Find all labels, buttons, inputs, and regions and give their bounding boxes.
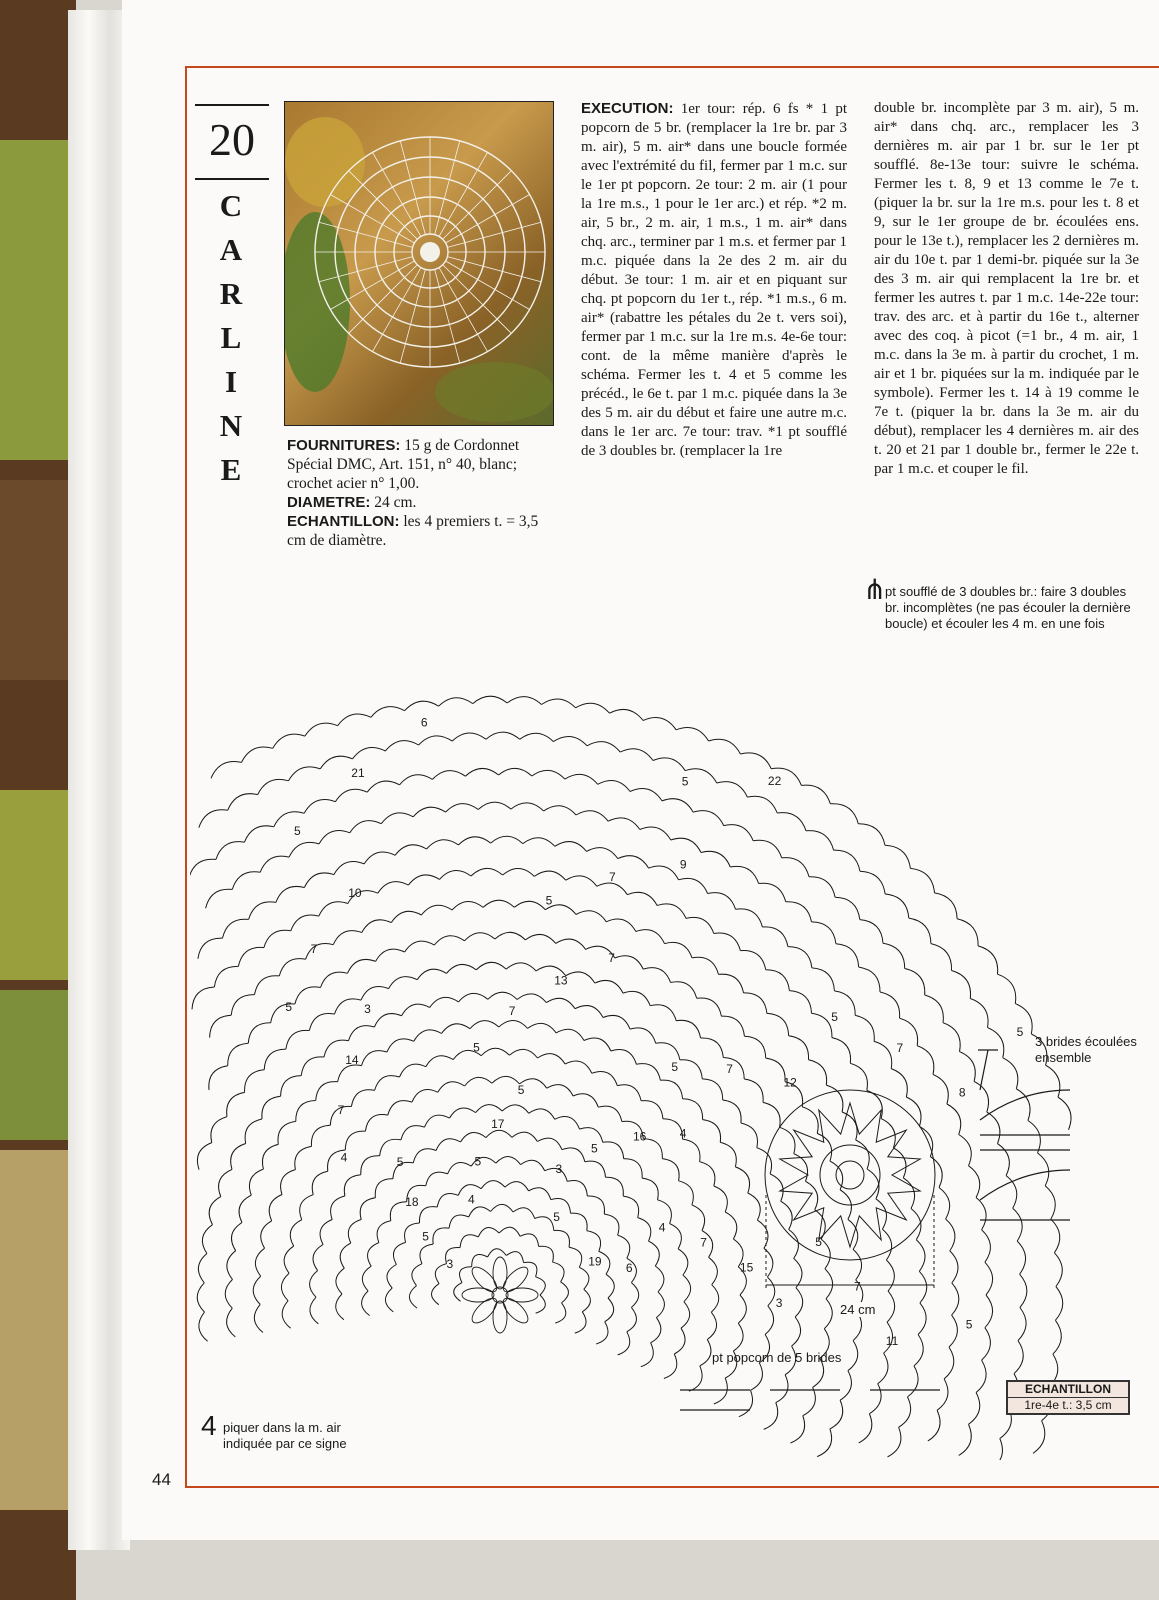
chart-round-label: 5 <box>517 1082 525 1097</box>
fournitures-label: FOURNITURES: <box>287 437 401 454</box>
chart-round-label: 18 <box>405 1195 419 1209</box>
instructions-column-1 <box>581 99 847 461</box>
echantillon-box-value: 1re-4e t.: 3,5 cm <box>1024 1398 1112 1412</box>
chart-round-label: 7 <box>700 1235 707 1250</box>
chart-round-label: 5 <box>545 893 553 908</box>
flower-photo-fragment <box>0 790 76 980</box>
chart-round-label: 5 <box>681 774 689 789</box>
chart-round-label: 5 <box>422 1229 429 1244</box>
adjacent-page-strip <box>0 0 76 1600</box>
instructions-column-2 <box>874 99 1139 479</box>
execution-text-2: double br. incomplète par 3 m. air), 5 m. air* dans chq. arc., remplacer les 3 dernières m. air par 1 br. sur le 1er pt soufflé. 8e-13e tour: suivre le schéma. Fermer les t. 8, 9 et 13 comme le 7e t. (piquer la br. sur la 1re m.s. pour les t. 8 et 9, sur le 1er groupe de br. écoulées ens. pour le 13e t.), remplacer les 2 dernières m. air du 10e t. par 1 demi-br. piquée sur la 3e des 3 m. air qui remplacent la 1re br. et fermer les autres t. par 1 m.c. 14e-22e tour: trav. des arc. et à partir du 16e t., alterner avec des coq. à picot (=1 br., 4 m. air, 1 m.c. dans la 3e m. à partir du crochet, 1 m. air et 1 br. piquées sur la m. indiquée par le symbole). Fermer les t. 14 à 19 comme le 7e t. (piquer la br. dans la 3e m. air du début), remplacer les 4 dernières m. air des t. 20 et 21 par 1 double br., fermer le 22e t. par 1 m.c. et couper le fil. <box>874 100 1139 477</box>
pattern-title <box>216 184 248 492</box>
chart-round-label: 5 <box>553 1210 560 1225</box>
execution-text-1: 1er tour: rép. 6 fs * 1 pt popcorn de 5 br. (remplacer la 1re br. par 3 m. air), 5 m. air* dans une boucle formée avec l'extrémité du fil, fermer par 1 m.c. sur le 1er pt popcorn. 2e tour: 2 m. air (1 pour la 1re m.s., 1 pour le 1er arc.) et rép. *2 m. air, 5 br., 2 m. air, 1 m.s., 1 m. air* dans chq. arc., terminer par 1 m.s. et fermer par 1 m.c. piquée dans la 2e des 2 m. air du début. 3e tour: 1 m. air et en piquant sur chq. pt popcorn du 1er t., rép. *1 m.s., 6 m. air* (rabattre les pétales du 2e t. vers soi), fermer par 1 m.c. sur la 1re m.s. 4e-6e tour: cont. de la même manière d'après le schéma. Fermer les t. 4 et 5 comme les précéd., le 6e t. par 1 m.c. piquée dans la 3e des 5 m. air du début et faire une autre m.c. dans le 1er arc. 7e tour: trav. *1 pt soufflé de 3 doubles br. (remplacer la 1re <box>581 101 847 459</box>
legend-popcorn-text: pt popcorn de 5 brides <box>712 1350 842 1365</box>
echantillon-box-title: ECHANTILLON <box>1008 1382 1128 1398</box>
legend-piquer <box>201 1410 383 1452</box>
chart-round-label: 4 <box>468 1192 475 1207</box>
chart-round-label: 6 <box>625 1260 633 1275</box>
legend-piquer-text: piquer dans la m. air indiquée par ce signe <box>223 1420 347 1451</box>
echantillon-box <box>1006 1380 1130 1415</box>
chart-round-label: 5 <box>1016 1024 1024 1039</box>
title-letter: L <box>220 320 244 355</box>
chart-round-label: 3 <box>364 1002 371 1017</box>
chart-round-label: 5 <box>294 824 301 838</box>
souffle-symbol-icon: ⋔ <box>863 574 887 605</box>
chart-round-label: 13 <box>554 973 568 988</box>
chart-round-label: 5 <box>473 1040 480 1055</box>
echantillon-text: les 4 premiers t. = 3,5 cm de diamètre. <box>287 513 539 549</box>
title-letter: E <box>220 452 244 487</box>
chart-round-label: 7 <box>608 951 615 966</box>
legend-three-brides-text: 3 brides écoulées ensemble <box>1035 1034 1137 1065</box>
supplies-block <box>287 436 555 550</box>
chart-round-label: 7 <box>896 1041 904 1055</box>
chart-round-label: 7 <box>508 1004 516 1019</box>
doily-photo <box>284 101 554 426</box>
title-letter: I <box>224 364 240 399</box>
execution-label: EXECUTION: <box>581 100 674 117</box>
chart-round-label: 19 <box>588 1254 602 1269</box>
chart-round-label: 4 <box>679 1126 687 1141</box>
chart-round-label: 5 <box>285 1000 293 1014</box>
title-letter: C <box>219 188 245 223</box>
chart-round-label: 14 <box>345 1053 359 1068</box>
pattern-number-box <box>195 104 269 180</box>
chart-round-label: 5 <box>965 1317 973 1332</box>
chart-round-label: 4 <box>340 1150 348 1165</box>
echantillon-label: ECHANTILLON: <box>287 513 400 530</box>
chart-round-label: 22 <box>767 774 782 789</box>
chart-round-label: 3 <box>446 1256 454 1271</box>
fournitures-text: 15 g de Cordonnet Spécial DMC, Art. 151, n° 40, blanc; crochet acier n° 1,00. <box>287 437 520 492</box>
chart-round-label: 8 <box>958 1085 966 1100</box>
chart-round-label: 10 <box>348 886 362 900</box>
chart-round-label: 16 <box>633 1129 647 1144</box>
chart-round-label: 11 <box>885 1334 899 1348</box>
chart-round-label: 7 <box>609 870 616 885</box>
legend-souffle-text: pt soufflé de 3 doubles br.: faire 3 doubles br. incomplètes (ne pas écouler la dernière boucle) et écouler les 4 m. en une fois <box>885 584 1131 631</box>
legend-three-brides <box>1035 1034 1157 1066</box>
wood-photo-fragment <box>0 480 76 680</box>
chart-round-label: 9 <box>679 857 687 872</box>
diameter-label: 24 cm <box>836 1302 879 1317</box>
chart-round-label: 5 <box>396 1155 404 1170</box>
chart-round-label: 17 <box>491 1117 505 1132</box>
chart-round-label: 4 <box>658 1220 666 1235</box>
chart-round-label: 15 <box>739 1260 754 1275</box>
diametre-text: 24 cm. <box>370 494 417 511</box>
chart-round-label: 7 <box>854 1279 861 1294</box>
chart-round-label: 21 <box>351 765 365 780</box>
chart-round-label: 3 <box>555 1162 563 1176</box>
chart-round-label: 6 <box>420 715 428 730</box>
chart-round-label: 5 <box>474 1154 482 1169</box>
pattern-number: 20 <box>209 114 255 165</box>
legend-souffle <box>863 574 1135 632</box>
page-number: 44 <box>152 1470 171 1489</box>
flower-photo-fragment <box>0 1150 76 1510</box>
title-letter: N <box>219 408 245 443</box>
flower-photo-fragment <box>0 140 76 460</box>
legend-popcorn <box>712 1350 892 1366</box>
flower-photo-fragment <box>0 990 76 1140</box>
chart-round-label: 7 <box>310 942 318 956</box>
chart-round-label: 5 <box>671 1060 679 1075</box>
piquer-symbol: 4 <box>201 1410 217 1441</box>
page-stack-edge <box>68 10 130 1550</box>
diametre-label: DIAMETRE: <box>287 494 371 511</box>
crochet-chart <box>190 560 1080 1460</box>
chart-round-label: 12 <box>783 1075 797 1090</box>
chart-round-label: 5 <box>831 1009 838 1024</box>
chart-round-label: 7 <box>726 1062 733 1076</box>
chart-round-label: 3 <box>775 1296 783 1311</box>
title-letter: A <box>219 232 245 267</box>
chart-round-label: 5 <box>815 1235 822 1250</box>
chart-round-label: 5 <box>591 1141 598 1156</box>
title-letter: R <box>219 276 245 311</box>
chart-round-label: 7 <box>337 1103 345 1118</box>
